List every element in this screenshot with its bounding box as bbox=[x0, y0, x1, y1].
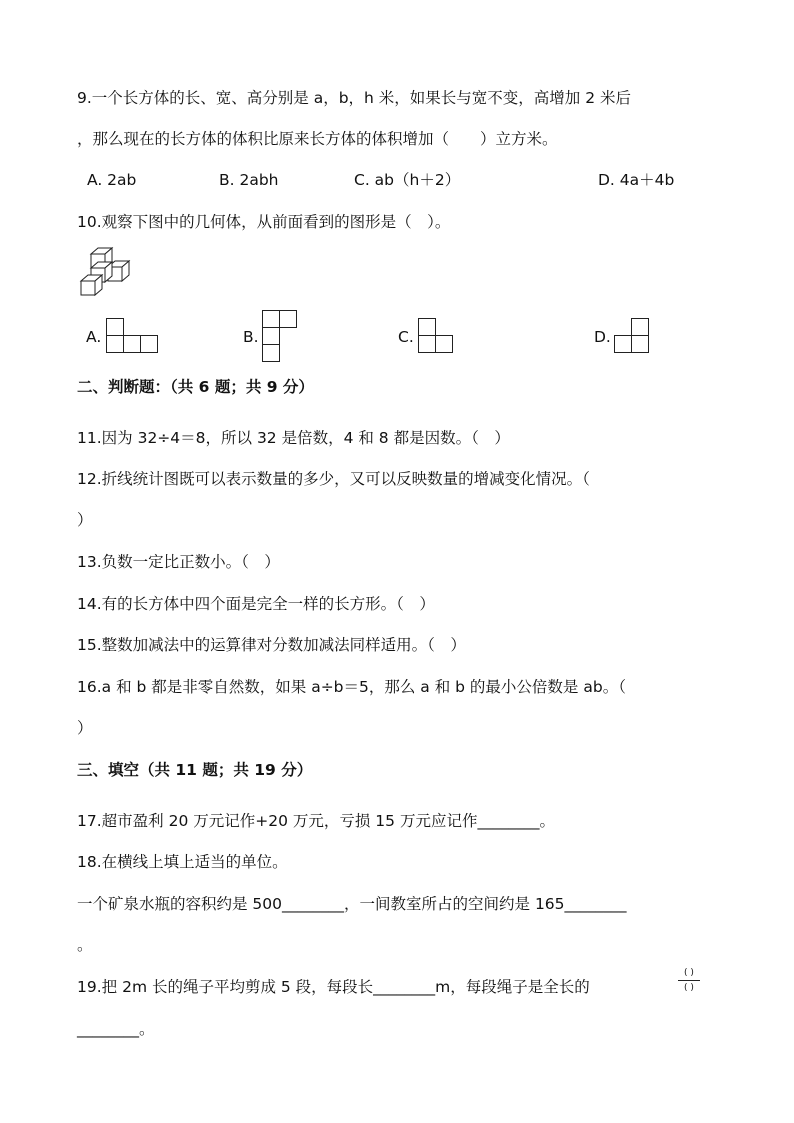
cube-solid-figure bbox=[78, 248, 134, 300]
fraction-bar bbox=[678, 980, 700, 981]
q19-fraction bbox=[678, 968, 700, 993]
fraction-numerator: ( ) bbox=[684, 968, 694, 978]
q10-option-a-figure bbox=[106, 318, 160, 354]
q18-line2: 一个矿泉水瓶的容积约是 500________，一间教室所占的空间约是 165________ bbox=[77, 895, 627, 913]
q9-option-d: D. 4a＋4b bbox=[598, 171, 675, 189]
q10-option-c-figure bbox=[418, 318, 456, 354]
section-2-heading: 二、判断题：（共 6 题；共 9 分） bbox=[77, 378, 314, 396]
q9-option-b: B. 2abh bbox=[219, 171, 279, 189]
q10-option-c-label: C. bbox=[398, 328, 414, 346]
q12-line1: 12.折线统计图既可以表示数量的多少，又可以反映数量的增减变化情况。（ bbox=[77, 470, 590, 488]
q10-option-d-label: D. bbox=[594, 328, 611, 346]
section-3-heading: 三、填空（共 11 题；共 19 分） bbox=[77, 761, 313, 779]
q10-option-a-label: A. bbox=[86, 328, 102, 346]
q9-line2: ，那么现在的长方体的体积比原来长方体的体积增加（ ）立方米。 bbox=[77, 130, 558, 148]
q11-text: 11.因为 32÷4＝8，所以 32 是倍数，4 和 8 都是因数。（ ） bbox=[77, 429, 510, 447]
q15-text: 15.整数加减法中的运算律对分数加减法同样适用。（ ） bbox=[77, 636, 466, 654]
q18-line1: 18.在横线上填上适当的单位。 bbox=[77, 853, 288, 871]
q10-option-b-label: B. bbox=[243, 328, 259, 346]
q10-text: 10.观察下图中的几何体，从前面看到的图形是（ ）。 bbox=[77, 213, 451, 231]
fraction-denominator: ( ) bbox=[684, 983, 694, 993]
q10-option-d-figure bbox=[614, 318, 652, 354]
q18-line3: 。 bbox=[77, 936, 93, 954]
q16-line2: ） bbox=[77, 719, 93, 737]
q19-line2: ________。 bbox=[77, 1020, 155, 1038]
q9-option-c: C. ab（h＋2） bbox=[354, 171, 461, 189]
q9-line1: 9.一个长方体的长、宽、高分别是 a，b，h 米，如果长与宽不变，高增加 2 米后 bbox=[77, 89, 632, 107]
q10-option-b-figure bbox=[262, 310, 300, 362]
q9-option-a: A. 2ab bbox=[87, 171, 137, 189]
q17-text: 17.超市盈利 20 万元记作+20 万元，亏损 15 万元应记作________。 bbox=[77, 812, 555, 830]
q14-text: 14.有的长方体中四个面是完全一样的长方形。（ ） bbox=[77, 595, 435, 613]
q16-line1: 16.a 和 b 都是非零自然数，如果 a÷b＝5，那么 a 和 b 的最小公倍数是 ab。（ bbox=[77, 678, 626, 696]
q12-line2: ） bbox=[77, 511, 93, 529]
q19-line1: 19.把 2m 长的绳子平均剪成 5 段，每段长________m，每段绳子是全长的 bbox=[77, 978, 590, 996]
q13-text: 13.负数一定比正数小。（ ） bbox=[77, 553, 280, 571]
